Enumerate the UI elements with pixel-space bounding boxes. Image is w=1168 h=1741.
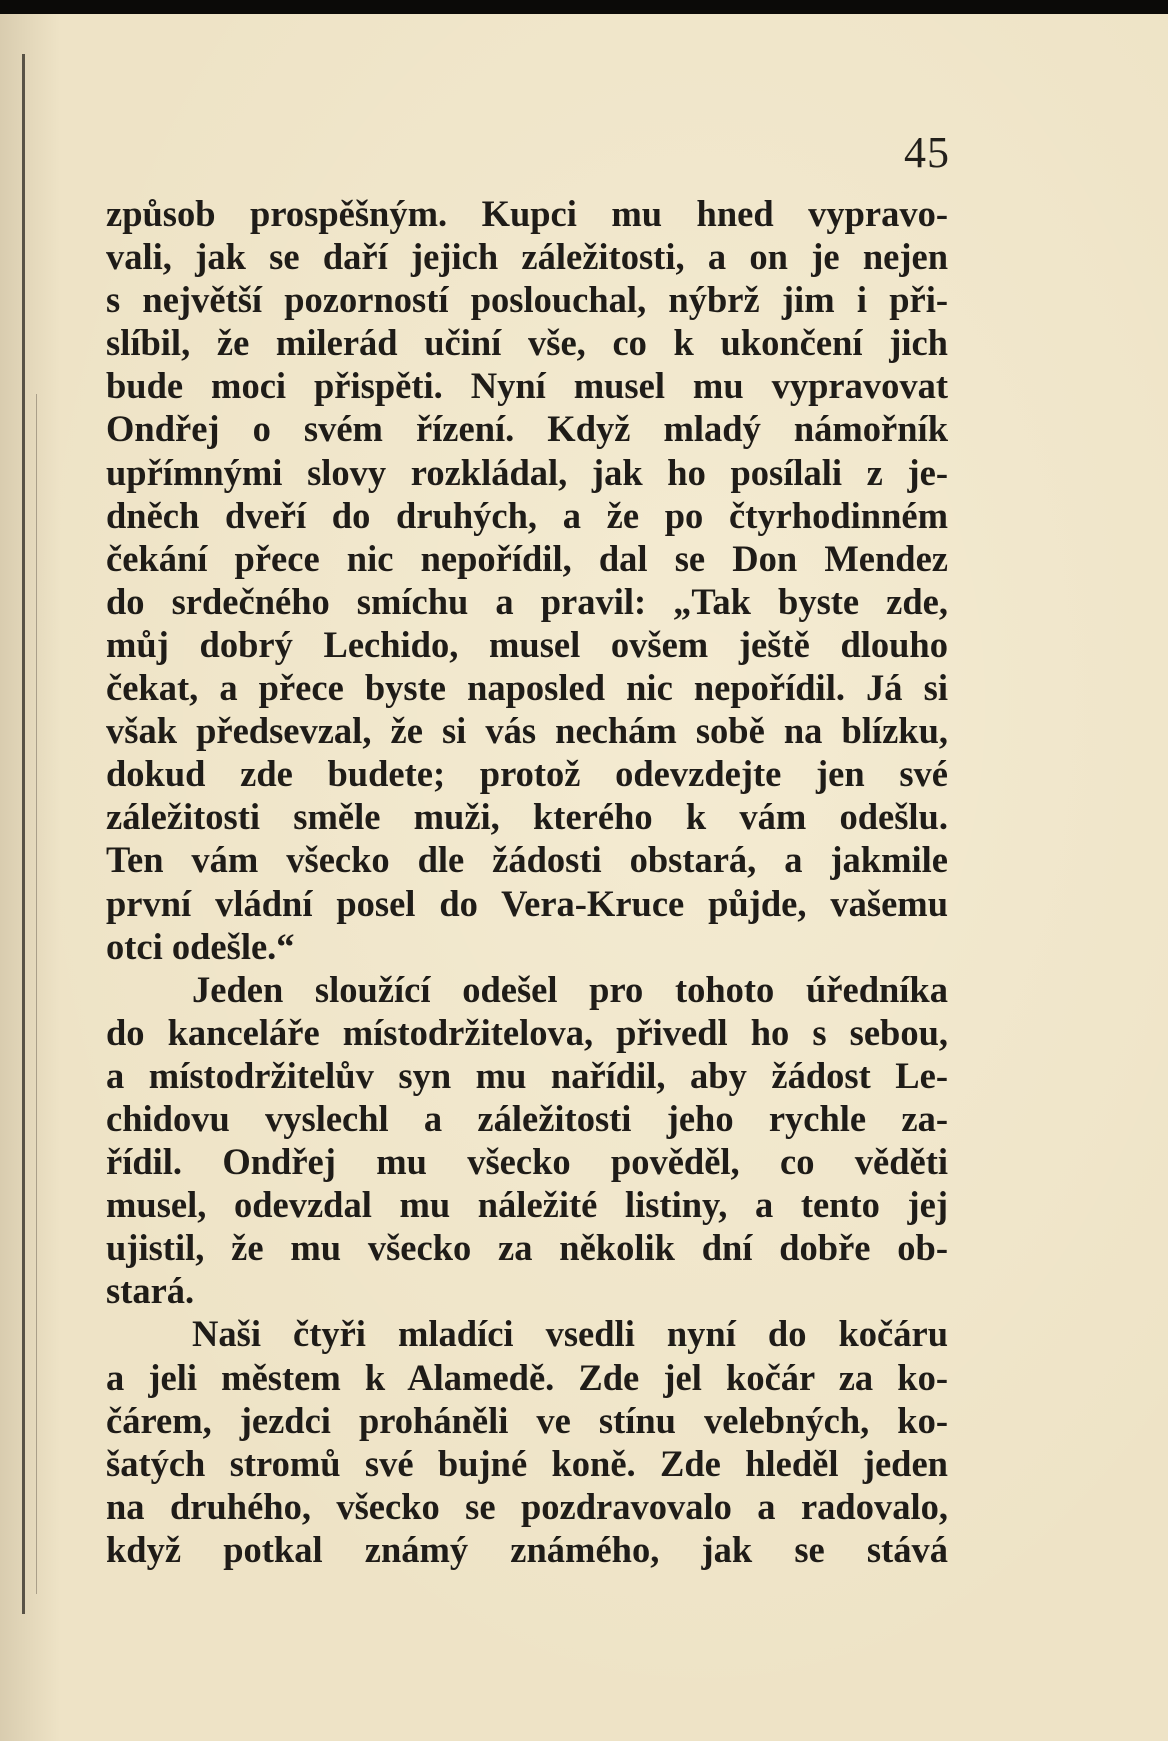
- paragraph: [106, 1312, 948, 1571]
- text-line: však předsevzal, že si vás nechám sobě na blízku,: [106, 710, 948, 752]
- body-text: [106, 192, 948, 1571]
- text-line: způsob prospěšným. Kupci mu hned vypravo-: [106, 193, 948, 234]
- text-line: dokud zde budete; protož odevzdejte jen své: [106, 753, 948, 795]
- text-line: a místodržitelův syn mu nařídil, aby žádost Le-: [106, 1054, 948, 1096]
- text-line: otci odešle.“: [106, 925, 295, 967]
- text-line: na druhého, všecko se pozdravovalo a radovalo,: [106, 1485, 948, 1527]
- text-line: čárem, jezdci proháněli ve stínu velebných, ko-: [106, 1399, 948, 1441]
- text-line: ujistil, že mu všecko za několik dní dobře ob-: [106, 1227, 948, 1269]
- text-line: upřímnými slovy rozkládal, jak ho posílali z je-: [106, 451, 948, 493]
- text-line: můj dobrý Lechido, musel ovšem ještě dlouho: [106, 623, 948, 665]
- text-line: vali, jak se daří jejich záležitosti, a on je nejen: [106, 236, 948, 278]
- text-line: slíbil, že milerád učiní vše, co k ukončení jich: [106, 322, 948, 364]
- text-line: dněch dveří do druhých, a že po čtyrhodinném: [106, 494, 948, 536]
- text-line: Ten vám všecko dle žádosti obstará, a jakmile: [106, 839, 948, 881]
- text-line: s největší pozorností poslouchal, nýbrž jim i při-: [106, 279, 948, 321]
- text-line: šatých stromů své bujné koně. Zde hleděl jeden: [106, 1442, 948, 1484]
- text-line: záležitosti směle muži, kterého k vám odešlu.: [106, 796, 948, 838]
- text-line: čekat, a přece byste naposled nic nepořídil. Já si: [106, 667, 948, 709]
- text-line: Ondřej o svém řízení. Když mladý námořník: [106, 408, 948, 450]
- text-line: Jeden sloužící odešel pro tohoto úředníka: [192, 968, 948, 1010]
- text-line: chidovu vyslechl a záležitosti jeho rychle za-: [106, 1097, 948, 1139]
- text-line: do kanceláře místodržitelova, přivedl ho s sebou,: [106, 1011, 948, 1053]
- book-page: [0, 14, 1168, 1741]
- text-line: Naši čtyři mladíci vsedli nyní do kočáru: [192, 1313, 948, 1355]
- text-line: do srdečného smíchu a pravil: „Tak byste zde,: [106, 580, 948, 622]
- paragraph: [106, 968, 948, 1313]
- text-line: stará.: [106, 1270, 195, 1312]
- page-binding-shadow: [36, 394, 37, 1594]
- text-line: první vládní posel do Vera-Kruce půjde, vašemu: [106, 882, 948, 924]
- text-line: řídil. Ondřej mu všecko pověděl, co věděti: [106, 1141, 948, 1183]
- text-line: čekání přece nic nepořídil, dal se Don Mendez: [106, 537, 948, 579]
- text-line: bude moci přispěti. Nyní musel mu vypravovat: [106, 365, 948, 407]
- page-number: 45: [904, 128, 950, 177]
- text-line: když potkal známý známého, jak se stává: [106, 1528, 948, 1570]
- text-line: a jeli městem k Alamedě. Zde jel kočár za ko-: [106, 1356, 948, 1398]
- page-binding-edge: [22, 54, 25, 1614]
- text-line: musel, odevzdal mu náležité listiny, a tento jej: [106, 1184, 948, 1226]
- paragraph: [106, 192, 948, 968]
